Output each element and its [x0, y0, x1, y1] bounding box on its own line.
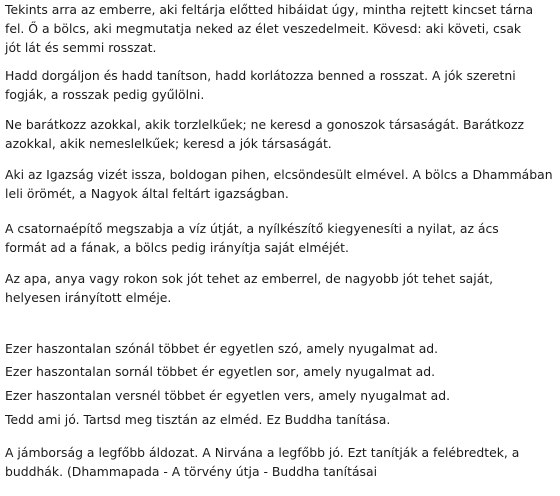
paragraph-5 — [5, 219, 553, 257]
text-line: Ne barátkozz azokkal, akik torzlelkűek; ne keresd a gonoszok társaságát. Barátkozz — [5, 117, 524, 132]
paragraph-10 — [5, 410, 553, 429]
text-line: Ezer haszontalan versnél többet ér egyetlen vers, amely nyugalmat ad. — [5, 388, 451, 403]
text-line: formát ad a fának, a bölcs pedig irányítja saját elméjét. — [5, 240, 349, 255]
text-line: fogják, a rosszak pedig gyűlölni. — [5, 87, 205, 102]
text-line: Tekints arra az emberre, aki feltárja előtted hibáidat úgy, mintha rejtett kincset tárna — [5, 2, 534, 17]
paragraph-2 — [5, 66, 553, 104]
paragraph-1 — [5, 0, 553, 57]
paragraph-8 — [5, 362, 553, 381]
text-line: leli örömét, a Nagyok által feltárt igazságban. — [5, 186, 289, 201]
text-line: A csatornaépítő megszabja a víz útját, a nyílkészítő kiegyenesíti a nyilat, az ács — [5, 221, 499, 236]
paragraph-9 — [5, 386, 553, 405]
text-line: helyesen irányított elméje. — [5, 290, 172, 305]
text-line: jót lát és semmi rosszat. — [5, 40, 157, 55]
text-line: Ezer haszontalan sornál többet ér egyetlen sor, amely nyugalmat ad. — [5, 364, 436, 379]
text-line: fel. Ő a bölcs, aki megmutatja neked az élet veszedelmeit. Kövesd: aki követi, csak — [5, 21, 522, 36]
text-line: Tedd ami jó. Tartsd meg tisztán az elméd. Ez Buddha tanítása. — [5, 412, 391, 427]
text-line: Ezer haszontalan szónál többet ér egyetlen szó, amely nyugalmat ad. — [5, 341, 439, 356]
text-line: azokkal, akik nemeslelkűek; keresd a jók társaságát. — [5, 136, 332, 151]
text-line: Aki az Igazság vizét issza, boldogan pihen, elcsöndesült elmével. A bölcs a Dhammában — [5, 167, 553, 182]
paragraph-7 — [5, 339, 553, 358]
text-line: buddhák. (Dhammapada - A törvény útja - Buddha tanításai — [5, 464, 378, 479]
text-line: A jámborság a legfőbb áldozat. A Nirvána a legfőbb jó. Ezt tanítják a felébredtek, a — [5, 445, 520, 460]
paragraph-4 — [5, 165, 553, 203]
text-line: Az apa, anya vagy rokon sok jót tehet az emberrel, de nagyobb jót tehet saját, — [5, 271, 494, 286]
paragraph-6 — [5, 269, 553, 307]
text-line: Hadd dorgáljon és hadd tanítson, hadd korlátozza benned a rosszat. A jók szeretni — [5, 68, 516, 83]
paragraph-3 — [5, 115, 553, 153]
paragraph-11 — [5, 443, 553, 481]
